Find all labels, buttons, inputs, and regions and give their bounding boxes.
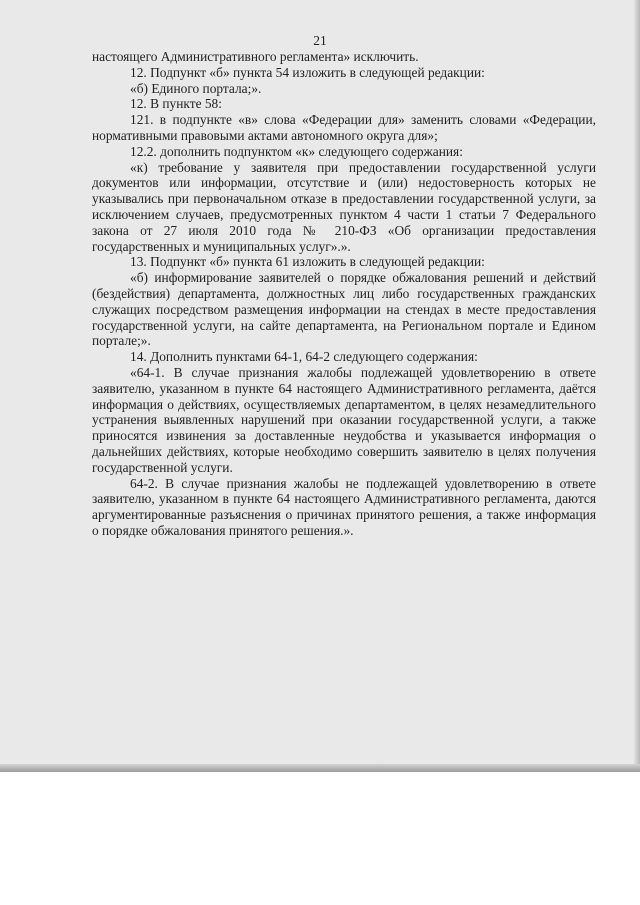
page-number: 21 [313, 33, 327, 48]
paragraph: 12.2. дополнить подпунктом «к» следующего содержания: [130, 143, 463, 159]
paragraph: настоящего Административного регламента» исключить. [92, 49, 419, 64]
paragraph: «б) Единого портала;». [130, 80, 262, 96]
paragraph: 12. Подпункт «б» пункта 54 изложить в следующей редакции: [130, 64, 485, 80]
scan-edge-bottom [0, 764, 640, 772]
scan-edge-right [634, 0, 640, 770]
paragraph: 14. Дополнить пунктами 64-1, 64-2 следующего содержания: [130, 349, 478, 365]
paragraph: «к) требование у заявителя при предоставлении государственной услуги документов или информации, отсутствие и (или) недостоверность которых не указывались при первоначальном отказе в предоставлении государственной услуги, за исключением случаев, предусмотренных пунктом 4 части 1 статьи 7 Федерального закона от 27 июля 2010 года № 210-ФЗ «Об организации предоставления государственных и муниципальных услуг».». [92, 159, 596, 254]
paragraph: 13. Подпункт «б» пункта 61 изложить в следующей редакции: [130, 254, 485, 270]
paragraph: 121. в подпункте «в» слова «Федерации для» заменить словами «Федерации, нормативными правовыми актами автономного округа для»; [92, 112, 596, 143]
paragraph: 12. В пункте 58: [130, 96, 222, 112]
document-body [92, 49, 596, 539]
paragraph: «б) информирование заявителей о порядке обжалования решений и действий (бездействия) департамента, должностных лиц либо государственных гражданских служащих посредством размещения информации на стендах в месте предоставления государственной услуги, на сайте департамента, на Региональном портале и Едином портале;». [92, 270, 596, 349]
paragraph: 64-2. В случае признания жалобы не подлежащей удовлетворению в ответе заявителю, указанном в пункте 64 настоящего Административного регламента, даются аргументированные разъяснения о причинах принятого решения, а также информация о порядке обжалования принятого решения.». [92, 475, 596, 538]
paragraph: «64-1. В случае признания жалобы подлежащей удовлетворению в ответе заявителю, указанном в пункте 64 настоящего Административного регламента, даётся информация о действиях, осуществляемых департаментом, в целях незамедлительного устранения выявленных нарушений при оказании государственной услуги, а также приносятся извинения за доставленные неудобства и указывается информация о дальнейших действиях, которые необходимо совершить заявителю в целях получения государственной услуги. [92, 364, 596, 475]
